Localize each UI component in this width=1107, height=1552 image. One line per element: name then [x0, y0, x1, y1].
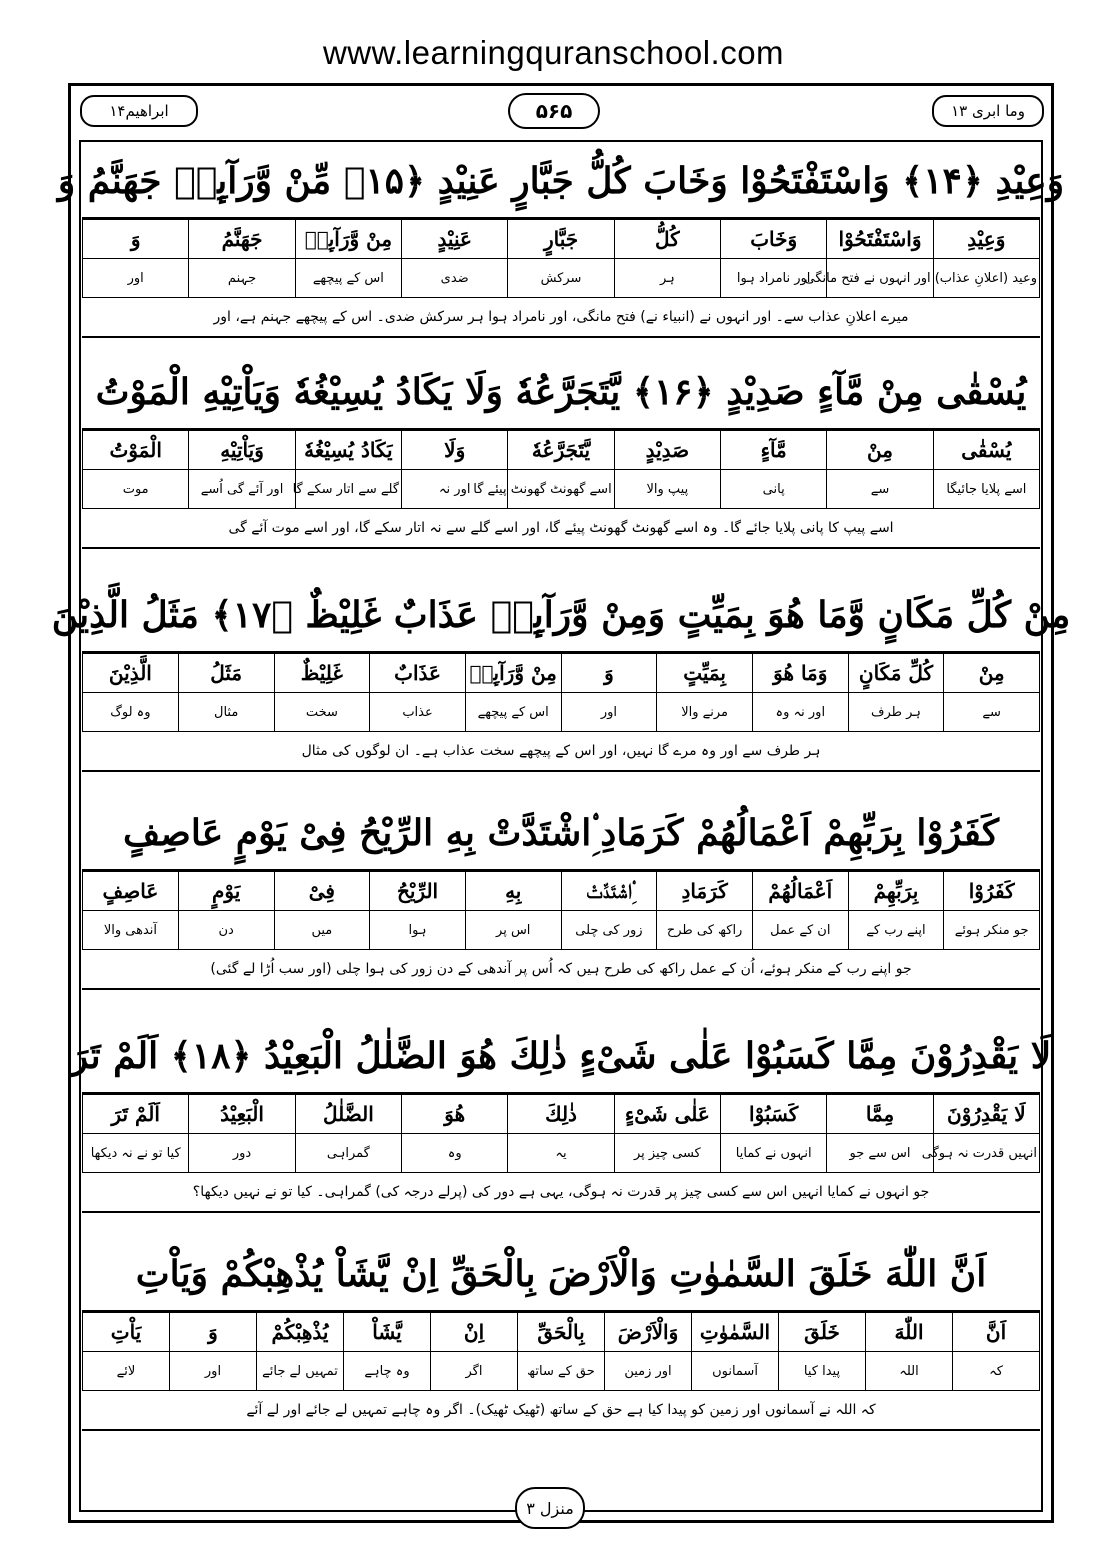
arabic-word-cell: جَبَّارٍ [508, 220, 614, 259]
arabic-word-cell: وَاسْتَفْتَحُوْا [827, 220, 933, 259]
urdu-meaning-cell: تمہیں لے جائے [257, 1352, 344, 1391]
arabic-word-cell: كَرَمَادِ [657, 872, 753, 911]
urdu-meaning-cell: مثال [178, 693, 274, 732]
urdu-meaning-cell: سرکش [508, 259, 614, 298]
arabic-word-cell: صَدِیْدٍ [614, 431, 720, 470]
urdu-meaning-cell: گلے سے اتار سکے گا [295, 470, 401, 509]
urdu-meaning-cell: جہنم [189, 259, 295, 298]
urdu-meaning-cell: اگر [431, 1352, 518, 1391]
arabic-word-cell: وَیَاْتِیْهِ [189, 431, 295, 470]
arabic-word-cell: جَهَنَّمُ [189, 220, 295, 259]
arabic-word-cell: اِنْ [431, 1313, 518, 1352]
arabic-word-cell: یَاْتِ [83, 1313, 170, 1352]
arabic-word-cell: ذٰلِكَ [508, 1095, 614, 1134]
word-meaning-table [82, 1094, 1040, 1173]
arabic-word-cell: هُوَ [402, 1095, 508, 1134]
arabic-word-cell: بِهِ [465, 872, 561, 911]
urdu-meaning-cell: اور نہ وہ [752, 693, 848, 732]
urdu-meaning-cell: اور نامراد ہوا [721, 259, 827, 298]
urdu-meaning-cell: ضدی [402, 259, 508, 298]
urdu-meaning-cell: سخت [274, 693, 370, 732]
arabic-word-cell: مِمَّا [827, 1095, 933, 1134]
urdu-meaning-cell: پیدا کیا [779, 1352, 866, 1391]
arabic-word-cell: یَّتَجَرَّعُهٗ [508, 431, 614, 470]
urdu-meaning-cell: اس کے پیچھے [295, 259, 401, 298]
verse-section [82, 797, 1040, 990]
urdu-meaning-cell: زور کی چلی [561, 911, 657, 950]
urdu-meaning-cell: سے [944, 693, 1040, 732]
urdu-meaning-cell: اور [83, 259, 189, 298]
urdu-meaning-cell: جو منکر ہوئے [944, 911, 1040, 950]
ayah-text: وَعِیْدِ ﴿۱۴﴾ وَاسْتَفْتَحُوْا وَخَابَ كُلُّ جَبَّارٍ عَنِیْدٍ ﴿۱۵﴾ مِّنْ وَّرَآىِٕهٖ جَهَنَّمُ وَ [82, 145, 1040, 219]
site-url: www.learningquranschool.com [322, 34, 785, 71]
urdu-meaning-cell: اور [170, 1352, 257, 1391]
arabic-word-cell: وَمَا هُوَ [752, 654, 848, 693]
verse-section [57, 145, 1065, 338]
urdu-meaning-cell: آندھی والا [83, 911, 179, 950]
urdu-translation-line: ہر طرف سے اور وہ مرے گا نہیں، اور اس کے پیچھے سخت عذاب ہے۔ ان لوگوں کی مثال [82, 732, 1040, 772]
urdu-meaning-cell: دور [189, 1134, 295, 1173]
verse-section [82, 356, 1040, 549]
urdu-meaning-cell: راکھ کی طرح [657, 911, 753, 950]
verse-section [82, 1238, 1040, 1431]
urdu-translation-line: جو انہوں نے کمایا انہیں اس سے کسی چیز پر قدرت نہ ہوگی، یہی ہے دور کی (پرلے درجہ کی) گمراہی۔ کیا تو نے نہیں دیکھا؟ [82, 1173, 1040, 1213]
arabic-word-cell: السَّمٰوٰتِ [692, 1313, 779, 1352]
urdu-meaning-cell: انہوں نے کمایا [721, 1134, 827, 1173]
urdu-meaning-cell: موت [83, 470, 189, 509]
arabic-word-cell: وَلَا [402, 431, 508, 470]
arabic-word-cell: مِنْ [827, 431, 933, 470]
urdu-translation-line: اسے پیپ کا پانی پلایا جائے گا۔ وہ اسے گھونٹ گھونٹ پیئے گا، اور اسے گلے سے نہ اتار سکے گا، اور اسے موت آئے گی [82, 509, 1040, 549]
arabic-word-cell: فِیْ [274, 872, 370, 911]
arabic-word-cell: یُذْهِبْكُمْ [257, 1313, 344, 1352]
urdu-meaning-cell: یہ [508, 1134, 614, 1173]
arabic-word-cell: الضَّلٰلُ [295, 1095, 401, 1134]
ayah-text: اَنَّ اللّٰهَ خَلَقَ السَّمٰوٰتِ وَالْاَرْضَ بِالْحَقِّ اِنْ یَّشَاْ یُذْهِبْكُمْ وَیَاْتِ [82, 1238, 1040, 1312]
arabic-word-cell: عَنِیْدٍ [402, 220, 508, 259]
urdu-meaning-cell: اپنے رب کے [848, 911, 944, 950]
arabic-word-cell: عَذَابٌ [370, 654, 466, 693]
urdu-translation-line: جو اپنے رب کے منکر ہوئے، اُن کے عمل راکھ کی طرح ہیں کہ اُس پر آندھی کے دن زور کی ہوا چلی (اور سب اُڑا لے گئی) [82, 950, 1040, 990]
urdu-meaning-cell: وہ چاہے [344, 1352, 431, 1391]
arabic-word-cell: لَا یَقْدِرُوْنَ [933, 1095, 1039, 1134]
arabic-word-cell: غَلِیْظٌ [274, 654, 370, 693]
ayah-text: كَفَرُوْا بِرَبِّهِمْ اَعْمَالُهُمْ كَرَمَادِ ِ۟اشْتَدَّتْ بِهِ الرِّیْحُ فِیْ یَوْمٍ عَاصِفٍ [82, 797, 1040, 871]
urdu-meaning-cell: اس سے جو [827, 1134, 933, 1173]
arabic-word-cell: مِنْ [944, 654, 1040, 693]
word-meaning-table [82, 219, 1040, 298]
urdu-meaning-cell: اس پر [465, 911, 561, 950]
urdu-meaning-cell: اور نہ [402, 470, 508, 509]
arabic-word-cell: اللّٰهَ [866, 1313, 953, 1352]
verse-section [70, 1020, 1052, 1213]
arabic-word-cell: بِمَیِّتٍ [657, 654, 753, 693]
urdu-meaning-cell: عذاب [370, 693, 466, 732]
arabic-word-cell: وَعِیْدِ [933, 220, 1039, 259]
urdu-meaning-cell: کیا تو نے نہ دیکھا [83, 1134, 189, 1173]
word-meaning-table [82, 653, 1040, 732]
urdu-meaning-cell: آسمانوں [692, 1352, 779, 1391]
urdu-meaning-cell: ہر [614, 259, 720, 298]
arabic-word-cell: الرِّیْحُ [370, 872, 466, 911]
arabic-word-cell: یُسْقٰى [933, 431, 1039, 470]
urdu-meaning-cell: حق کے ساتھ [518, 1352, 605, 1391]
urdu-meaning-cell: کسی چیز پر [614, 1134, 720, 1173]
urdu-translation-line: میرے اعلانِ عذاب سے۔ اور انہوں نے (انبیاء نے) فتح مانگی، اور نامراد ہوا ہر سرکش ضدی۔ اس کے پیچھے جہنم ہے، اور [82, 298, 1040, 338]
urdu-translation-line: کہ اللہ نے آسمانوں اور زمین کو پیدا کیا ہے حق کے ساتھ (ٹھیک ٹھیک)۔ اگر وہ چاہے تمہیں لے جائے اور لے آئے [82, 1391, 1040, 1431]
arabic-word-cell: وَخَابَ [721, 220, 827, 259]
arabic-word-cell: بِالْحَقِّ [518, 1313, 605, 1352]
arabic-word-cell: یَوْمٍ [178, 872, 274, 911]
urdu-meaning-cell: سے [827, 470, 933, 509]
urdu-meaning-cell: اور [561, 693, 657, 732]
urdu-meaning-cell: ہوا [370, 911, 466, 950]
arabic-word-cell: یَّشَاْ [344, 1313, 431, 1352]
arabic-word-cell: وَ [170, 1313, 257, 1352]
surah-name-label: ابراهیم۱۴ [80, 95, 198, 127]
urdu-meaning-cell: ان کے عمل [752, 911, 848, 950]
urdu-meaning-cell: دن [178, 911, 274, 950]
manzil-badge: منزل ۳ [515, 1487, 585, 1529]
arabic-word-cell: اَنَّ [953, 1313, 1040, 1352]
arabic-word-cell: خَلَقَ [779, 1313, 866, 1352]
urdu-meaning-cell: اس کے پیچھے [465, 693, 561, 732]
arabic-word-cell: وَ [561, 654, 657, 693]
arabic-word-cell: كُلُّ [614, 220, 720, 259]
ayah-text: مِنْ كُلِّ مَكَانٍ وَّمَا هُوَ بِمَیِّتٍ وَمِنْ وَّرَآىِٕهٖ عَذَابٌ غَلِیْظٌ ﴿۱۷﴾ مَثَلُ الَّذِیْنَ [82, 579, 1040, 653]
arabic-word-cell: كُلِّ مَكَانٍ [848, 654, 944, 693]
page-number: ۵۶۵ [508, 93, 600, 129]
arabic-word-cell: الْبَعِیْدُ [189, 1095, 295, 1134]
arabic-word-cell: كَفَرُوْا [944, 872, 1040, 911]
word-meaning-table [82, 1312, 1040, 1391]
arabic-word-cell: عَلٰى شَیْءٍ [614, 1095, 720, 1134]
word-meaning-table [82, 430, 1040, 509]
urdu-meaning-cell: پیپ والا [614, 470, 720, 509]
urdu-meaning-cell: گمراہی [295, 1134, 401, 1173]
arabic-word-cell: كَسَبُوْا [721, 1095, 827, 1134]
arabic-word-cell: وَ [83, 220, 189, 259]
urdu-meaning-cell: لائے [83, 1352, 170, 1391]
arabic-word-cell: وَالْاَرْضَ [605, 1313, 692, 1352]
urdu-meaning-cell: مرنے والا [657, 693, 753, 732]
word-meaning-table [82, 871, 1040, 950]
arabic-word-cell: عَاصِفٍ [83, 872, 179, 911]
arabic-word-cell: ِ۟اشْتَدَّتْ [561, 872, 657, 911]
urdu-meaning-cell: اور آئے گی اُسے [189, 470, 295, 509]
urdu-meaning-cell: پانی [721, 470, 827, 509]
urdu-meaning-cell: کہ [953, 1352, 1040, 1391]
urdu-meaning-cell: اللہ [866, 1352, 953, 1391]
arabic-word-cell: یَكَادُ یُسِیْغُهٗ [295, 431, 401, 470]
urdu-meaning-cell: ہر طرف [848, 693, 944, 732]
arabic-word-cell: اَعْمَالُهُمْ [752, 872, 848, 911]
arabic-word-cell: بِرَبِّهِمْ [848, 872, 944, 911]
urdu-meaning-cell: وہ لوگ [83, 693, 179, 732]
arabic-word-cell: اَلَمْ تَرَ [83, 1095, 189, 1134]
arabic-word-cell: الَّذِیْنَ [83, 654, 179, 693]
ayah-text: لَا یَقْدِرُوْنَ مِمَّا كَسَبُوْا عَلٰى شَیْءٍ ذٰلِكَ هُوَ الضَّلٰلُ الْبَعِیْدُ ﴿۱۸﴾ اَلَمْ تَرَ [82, 1020, 1040, 1094]
verse-section [51, 579, 1071, 772]
arabic-word-cell: مِنْ وَّرَآىِٕهٖ [465, 654, 561, 693]
urdu-meaning-cell: اسے گھونٹ گھونٹ پیئے گا [508, 470, 614, 509]
arabic-word-cell: مَثَلُ [178, 654, 274, 693]
urdu-meaning-cell: وہ [402, 1134, 508, 1173]
arabic-word-cell: مَّآءٍ [721, 431, 827, 470]
urdu-meaning-cell: میں [274, 911, 370, 950]
urdu-meaning-cell: انہیں قدرت نہ ہوگی [933, 1134, 1039, 1173]
urdu-meaning-cell: اور انہوں نے فتح مانگی [827, 259, 933, 298]
arabic-word-cell: مِنْ وَّرَآىِٕهٖ [295, 220, 401, 259]
urdu-meaning-cell: اسے پلایا جائیگا [933, 470, 1039, 509]
arabic-word-cell: الْمَوْتُ [83, 431, 189, 470]
para-name-label: وما ابری ۱۳ [932, 95, 1044, 127]
urdu-meaning-cell: وعید (اعلانِ عذاب) [933, 259, 1039, 298]
ayah-text: یُسْقٰى مِنْ مَّآءٍ صَدِیْدٍ ﴿۱۶﴾ یَّتَجَرَّعُهٗ وَلَا یَكَادُ یُسِیْغُهٗ وَیَاْتِیْهِ الْمَوْتُ [82, 356, 1040, 430]
urdu-meaning-cell: اور زمین [605, 1352, 692, 1391]
